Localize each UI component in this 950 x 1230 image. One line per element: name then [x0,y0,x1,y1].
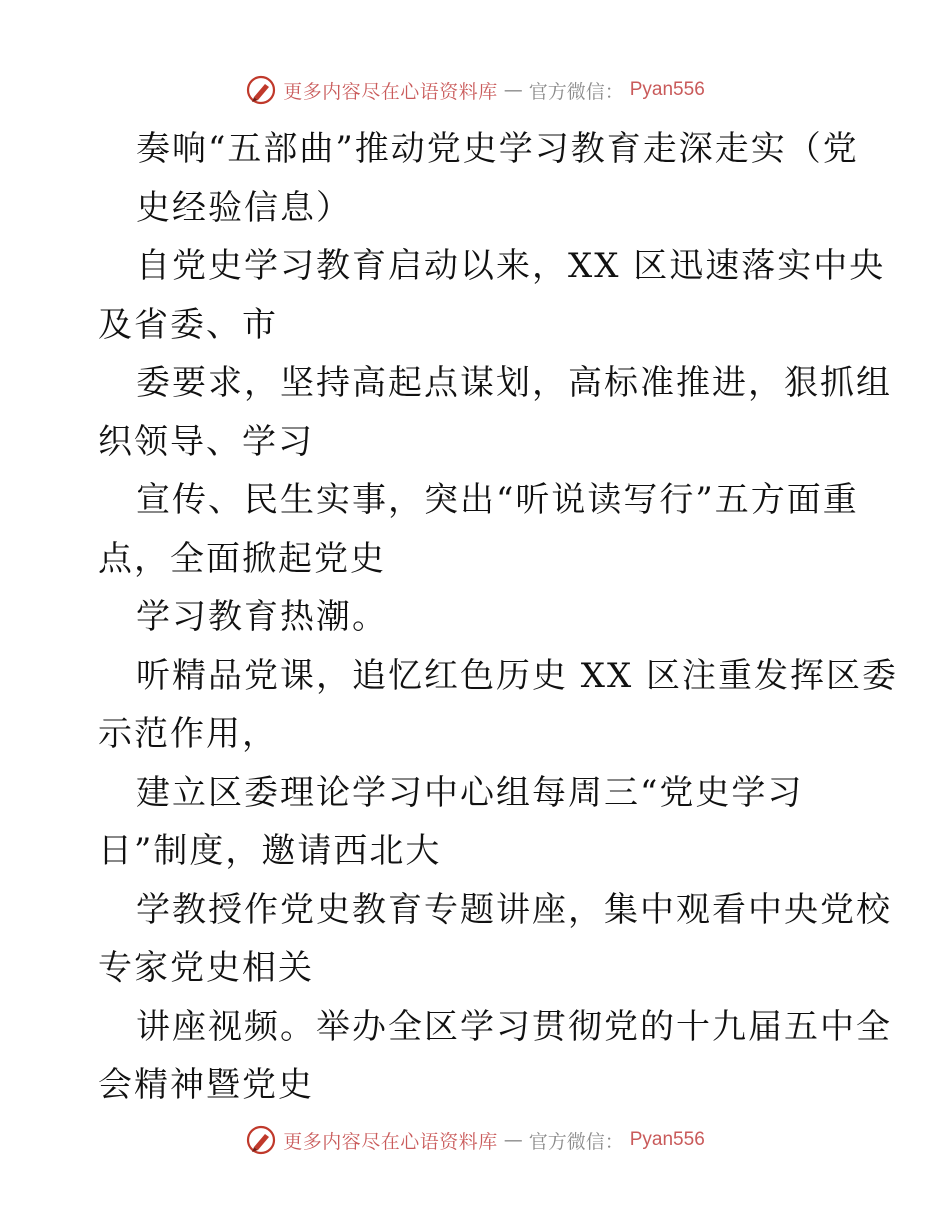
wechat-label: 官方微信： [528,80,624,103]
wechat-id: Pyan556 [629,79,705,100]
title-line-2: 史经验信息） [136,187,352,228]
text-line: 建立区委理论学习中心组每周三“党史学习 [136,772,804,813]
header-banner [0,70,950,110]
footer-banner [0,1120,950,1160]
text-line: 自党史学习教育启动以来，XX 区迅速落实中央 [136,246,886,286]
text-line: 及省委、市 [98,304,278,345]
text-line: 听精品党课，追忆红色历史 XX 区注重发挥区委 [136,655,899,696]
text-line: 会精神暨党史 [98,1065,314,1105]
document-body [98,120,899,1115]
text-line: 委要求，坚持高起点谋划，高标准推进，狠抓组 [136,363,892,403]
promo-text: 更多内容尽在心语资料库 [283,1130,498,1153]
text-line: 学教授作党史教育专题讲座，集中观看中央党校 [136,889,892,930]
wechat-label: 官方微信： [528,1130,624,1153]
wechat-id: Pyan556 [629,1129,705,1150]
pen-logo-icon [245,1124,277,1156]
separator-dash: — [503,1129,523,1151]
text-line: 示范作用， [98,714,278,754]
pen-logo-icon [245,74,277,106]
text-line: 日”制度，邀请西北大 [98,831,442,871]
text-line: 织领导、学习 [98,421,314,462]
title-line-1: 奏响“五部曲”推动党史学习教育走深走实（党 [136,129,859,169]
text-line: 专家党史相关 [98,948,314,988]
promo-text: 更多内容尽在心语资料库 [283,80,498,103]
text-line: 宣传、民生实事，突出“听说读写行”五方面重 [136,480,859,520]
text-line: 讲座视频。举办全区学习贯彻党的十九届五中全 [136,1006,892,1047]
text-line: 学习教育热潮。 [136,597,388,637]
text-line: 点，全面掀起党史 [98,538,386,579]
separator-dash: — [503,79,523,101]
